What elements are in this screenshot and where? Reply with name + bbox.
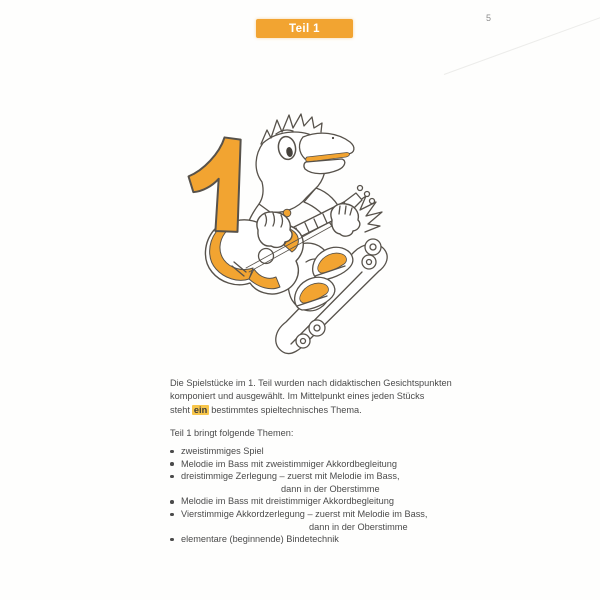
- bullet-icon: [170, 445, 181, 458]
- themes-list: [170, 445, 490, 546]
- intro-line-3-after: bestimmtes spieltechnisches Thema.: [211, 404, 362, 415]
- bird-legs: [288, 243, 333, 311]
- page-number: 5: [486, 13, 492, 23]
- highlighted-word: ein: [193, 404, 208, 415]
- theme-item: Melodie im Bass mit dreistimmiger Akkordbegleitung: [170, 495, 490, 508]
- strumming-hand: [257, 209, 292, 247]
- bird-eye: [276, 130, 297, 161]
- theme-item: elementare (beginnende) Bindetechnik: [170, 533, 490, 546]
- intro-line-1: Die Spielstücke im 1. Teil wurden nach didaktischen Gesichtspunkten: [170, 378, 452, 388]
- feather-spikes: [352, 196, 382, 232]
- intro-paragraph: [170, 377, 500, 417]
- bird-head: [256, 114, 354, 212]
- bird-beak: [299, 133, 353, 174]
- intro-line-2: komponiert und ausgewählt. Im Mittelpunkt eines jeden Stücks: [170, 391, 425, 402]
- theme-item: Vierstimmige Akkordzerlegung – zuerst mit Melodie im Bass, dann in der Oberstimme: [170, 508, 490, 533]
- themes-heading: Teil 1 bringt folgende Themen:: [170, 428, 294, 438]
- section-header-label: Teil 1: [289, 22, 320, 35]
- scan-artifact-line: [444, 16, 600, 75]
- fretting-hand: [331, 204, 360, 236]
- theme-item: Melodie im Bass mit zweistimmiger Akkordbegleitung: [170, 458, 490, 471]
- hair-spikes: [261, 114, 322, 144]
- intro-line-3-before: steht: [170, 404, 190, 415]
- intro-line-3: [170, 404, 500, 417]
- theme-item: zweistimmiges Spiel: [170, 445, 490, 458]
- bullet-icon: [170, 533, 181, 546]
- sneakers: [295, 247, 353, 310]
- bird-body: [244, 188, 342, 248]
- skateboard: [276, 239, 387, 354]
- bullet-icon: [170, 495, 181, 508]
- guitar: [205, 186, 374, 294]
- bullet-icon: [170, 458, 181, 471]
- bullet-icon: [170, 508, 181, 533]
- bullet-icon: [170, 470, 181, 495]
- numeral-one: [187, 137, 246, 235]
- theme-item: dreistimmige Zerlegung – zuerst mit Melodie im Bass, dann in der Oberstimme: [170, 470, 490, 495]
- section-header-badge: [256, 19, 353, 38]
